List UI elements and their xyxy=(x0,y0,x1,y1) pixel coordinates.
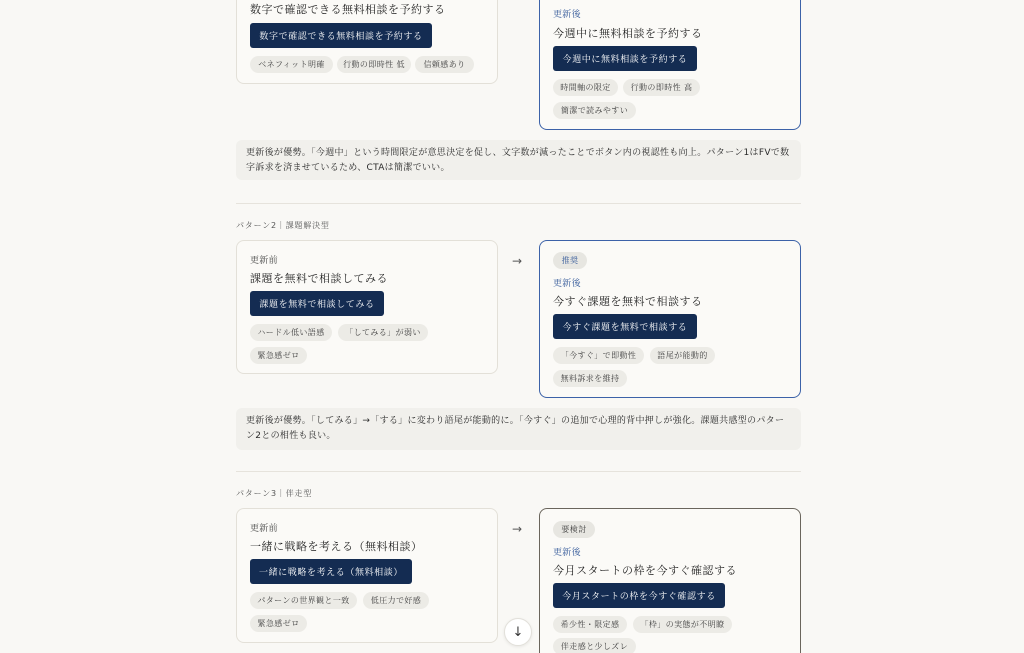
p2-before-title: 課題を無料で相談してみる xyxy=(250,272,388,285)
p2-after-card xyxy=(539,240,801,398)
p2-before-card xyxy=(236,240,498,374)
p3-after-card xyxy=(539,508,801,653)
p2-after-tag: 「今すぐ」で即動性 xyxy=(553,347,644,364)
p3-heading: パターン3｜伴走型 xyxy=(236,489,313,498)
p3-before-card xyxy=(236,508,498,643)
p1-after-title: 今週中に無料相談を予約する xyxy=(553,27,703,40)
arrow-right-icon: → xyxy=(512,254,523,268)
arrow-right-icon: → xyxy=(512,522,523,536)
p1-after-cta-button[interactable]: 今週中に無料相談を予約する xyxy=(553,46,697,71)
p2-evaluation-note: 更新後が優勢。「してみる」→「する」に変わり語尾が能動的に。「今すぐ」の追加で心理的背中押しが強化。課題共感型のパターン2との相性も良い。 xyxy=(236,408,801,450)
p2-after-title: 今すぐ課題を無料で相談する xyxy=(553,295,703,308)
p1-before-card xyxy=(236,0,498,84)
p3-after-title: 今月スタートの枠を今すぐ確認する xyxy=(553,564,737,577)
p2-before-tag: ハードル低い語感 xyxy=(250,324,332,341)
p1-after-tag: 時間軸の限定 xyxy=(553,79,618,96)
p1-before-tag: 信頼感あり xyxy=(415,56,474,73)
p1-before-cta-button[interactable]: 数字で確認できる無料相談を予約する xyxy=(250,23,432,48)
p2-after-cta-button[interactable]: 今すぐ課題を無料で相談する xyxy=(553,314,697,339)
section-divider xyxy=(236,203,801,204)
p1-before-title: 数字で確認できる無料相談を予約する xyxy=(250,3,446,16)
p2-after-badge: 推奨 xyxy=(553,252,587,269)
p3-after-tag: 伴走感と少しズレ xyxy=(553,638,636,653)
p2-before-tag: 「してみる」が弱い xyxy=(338,324,428,341)
p3-before-title: 一緒に戦略を考える（無料相談） xyxy=(250,540,423,553)
p1-evaluation-note: 更新後が優勢。「今週中」という時間限定が意思決定を促し、文字数が減ったことでボタン内の視認性も向上。パターン1はFVで数字訴求を済ませているため、CTAは簡潔でいい。 xyxy=(236,140,801,180)
p1-before-tag: ベネフィット明確 xyxy=(250,56,333,73)
p1-after-label: 更新後 xyxy=(553,10,581,20)
p3-before-cta-button[interactable]: 一緒に戦略を考える（無料相談） xyxy=(250,559,412,584)
p2-after-tag: 無料訴求を維持 xyxy=(553,370,627,387)
p3-after-tag: 希少性・限定感 xyxy=(553,616,627,633)
section-divider xyxy=(236,471,801,472)
p3-before-tag: 低圧力で好感 xyxy=(363,592,429,609)
p3-after-badge: 要検討 xyxy=(553,521,595,538)
arrow-down-icon: ↓ xyxy=(512,624,524,640)
p3-after-cta-button[interactable]: 今月スタートの枠を今すぐ確認する xyxy=(553,583,725,608)
p2-heading: パターン2｜課題解決型 xyxy=(236,221,330,230)
p2-after-label: 更新後 xyxy=(553,279,581,289)
scroll-down-button[interactable] xyxy=(504,618,532,646)
p1-after-card xyxy=(539,0,801,130)
p2-before-cta-button[interactable]: 課題を無料で相談してみる xyxy=(250,291,384,316)
p1-after-tag: 簡潔で読みやすい xyxy=(553,102,636,119)
p3-before-label: 更新前 xyxy=(250,524,278,534)
p3-after-label: 更新後 xyxy=(553,548,581,558)
p3-before-tag: パターンの世界観と一致 xyxy=(250,592,357,609)
p2-after-tag: 語尾が能動的 xyxy=(650,347,715,364)
p3-after-tag: 「枠」の実態が不明瞭 xyxy=(633,616,732,633)
p3-before-tag: 緊急感ゼロ xyxy=(250,615,307,632)
p2-before-label: 更新前 xyxy=(250,256,278,266)
p2-before-tag: 緊急感ゼロ xyxy=(250,347,307,364)
p1-after-tag: 行動の即時性 高 xyxy=(623,79,700,96)
p1-before-tag: 行動の即時性 低 xyxy=(337,56,411,73)
